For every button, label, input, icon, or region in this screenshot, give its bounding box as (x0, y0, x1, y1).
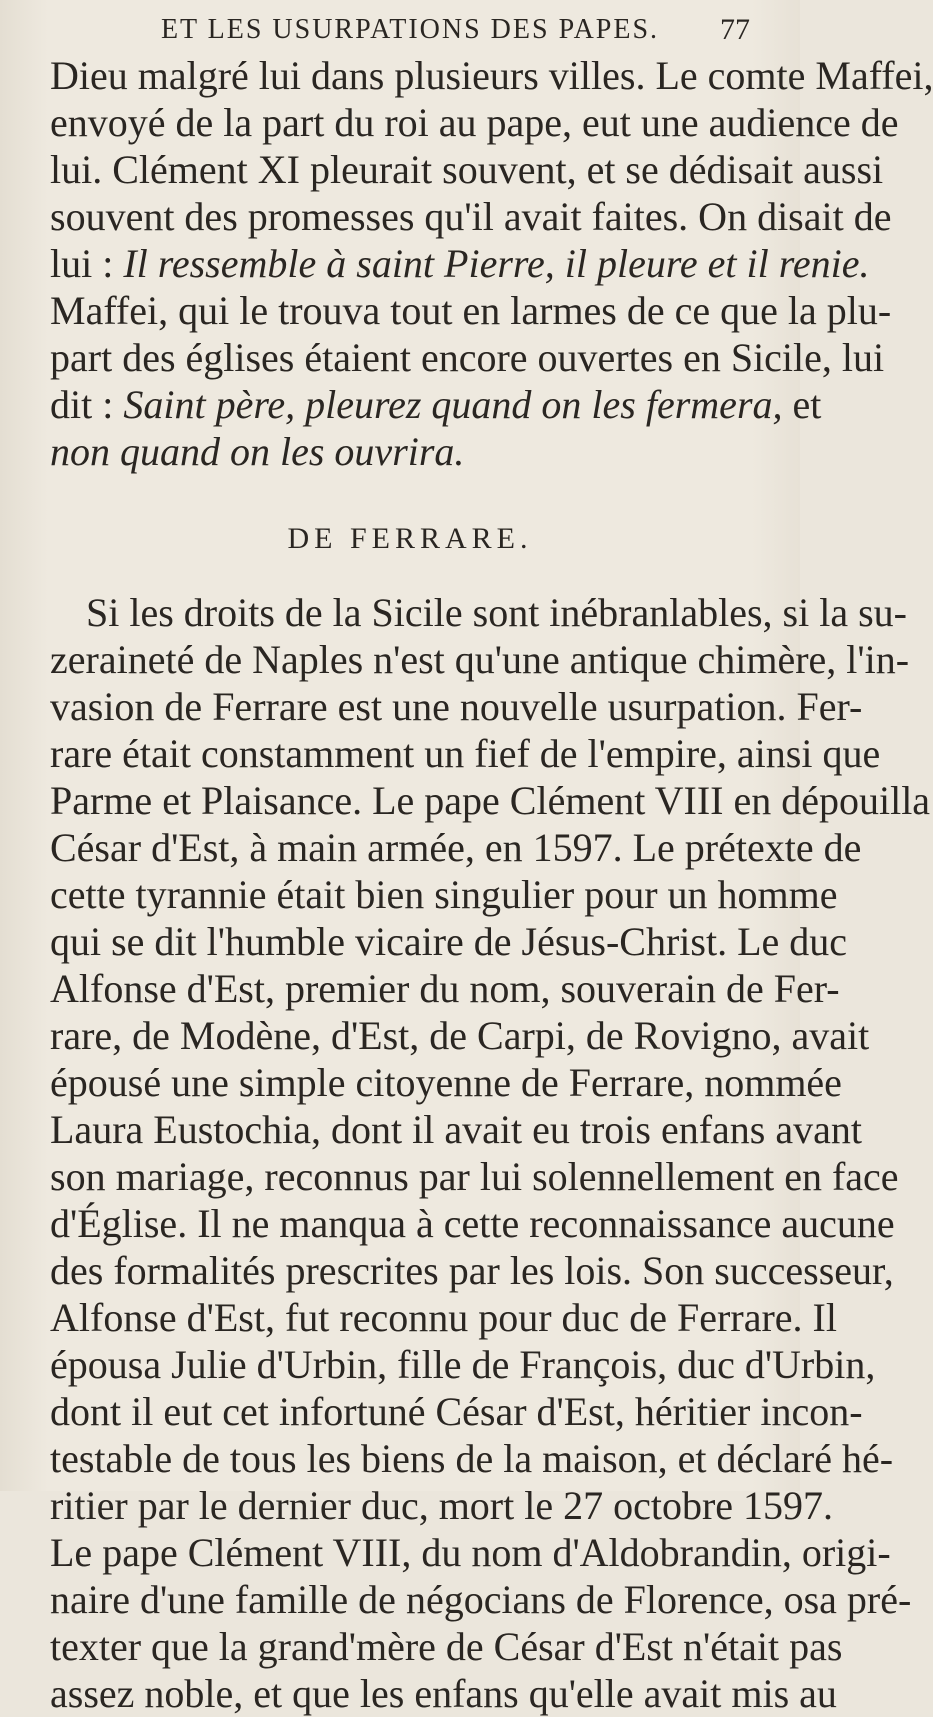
text-line: Alfonse d'Est, premier du nom, souverain de Fer- (50, 966, 840, 1011)
text-line: part des églises étaient encore ouvertes en Sicile, lui (50, 335, 885, 380)
text-line: son mariage, reconnus par lui solennellement en face (50, 1154, 899, 1199)
text-line: texter que la grand'mère de César d'Est n'était pas (50, 1624, 843, 1669)
text-line: Dieu malgré lui dans plusieurs villes. Le comte Maffei, (50, 53, 933, 98)
text-line: Parme et Plaisance. Le pape Clément VIII en dépouilla (50, 778, 931, 823)
text-line: rare était constamment un fief de l'empire, ainsi que (50, 731, 881, 776)
text-line: épousé une simple citoyenne de Ferrare, nommée (50, 1060, 842, 1105)
text-fragment: dit : (50, 382, 124, 427)
text-line: épousa Julie d'Urbin, fille de François, duc d'Urbin, (50, 1342, 876, 1387)
text-line: César d'Est, à main armée, en 1597. Le prétexte de (50, 825, 862, 870)
text-fragment: lui : (50, 241, 124, 286)
text-line: Si les droits de la Sicile sont inébranlables, si la su- (86, 590, 907, 635)
text-line: naire d'une famille de négocians de Florence, osa pré- (50, 1577, 912, 1622)
text-line: assez noble, et que les enfans qu'elle avait mis au (50, 1671, 837, 1716)
running-head (50, 0, 770, 52)
text-line: Laura Eustochia, dont il avait eu trois enfans avant (50, 1107, 862, 1152)
text-line: vasion de Ferrare est une nouvelle usurpation. Fer- (50, 684, 863, 729)
text-line: Alfonse d'Est, fut reconnu pour duc de Ferrare. Il (50, 1295, 837, 1340)
running-title: ET LES USURPATIONS DES PAPES. (160, 14, 660, 45)
text-line: cette tyrannie était bien singulier pour un homme (50, 872, 838, 917)
text-line: d'Église. Il ne manqua à cette reconnaissance aucune (50, 1201, 895, 1246)
text-line: Le pape Clément VIII, du nom d'Aldobrandin, origi- (50, 1530, 891, 1575)
italic-quote: Il ressemble à saint Pierre, il pleure et il renie. (123, 241, 870, 286)
text-line: envoyé de la part du roi au pape, eut une audience de (50, 100, 899, 145)
italic-quote: Saint père, pleurez quand on les fermera, (123, 382, 783, 427)
text-line: des formalités prescrites par les lois. Son successeur, (50, 1248, 894, 1293)
text-line: ritier par le dernier duc, mort le 27 octobre 1597. (50, 1483, 834, 1528)
text-line: dont il eut cet infortuné César d'Est, héritier incon- (50, 1389, 863, 1434)
paragraph-2 (50, 589, 931, 1717)
italic-quote: non quand on les ouvrira. (50, 429, 465, 474)
text-line: Maffei, qui le trouva tout en larmes de ce que la plu- (50, 288, 892, 333)
text-line: souvent des promesses qu'il avait faites. On disait de (50, 194, 892, 239)
page-number: 77 (720, 13, 750, 46)
text-line (50, 428, 770, 475)
text-line: lui. Clément XI pleurait souvent, et se dédisait aussi (50, 147, 884, 192)
text-line (50, 381, 822, 428)
text-line: testable de tous les biens de la maison, et déclaré hé- (50, 1436, 894, 1481)
section-title: DE FERRARE. (287, 522, 533, 555)
paragraph-1 (50, 52, 933, 475)
text-fragment: et (782, 382, 822, 427)
text-line: qui se dit l'humble vicaire de Jésus-Christ. Le duc (50, 919, 848, 964)
text-line: rare, de Modène, d'Est, de Carpi, de Rovigno, avait (50, 1013, 870, 1058)
text-line (50, 240, 870, 287)
text-line: zeraineté de Naples n'est qu'une antique chimère, l'in- (50, 637, 910, 682)
